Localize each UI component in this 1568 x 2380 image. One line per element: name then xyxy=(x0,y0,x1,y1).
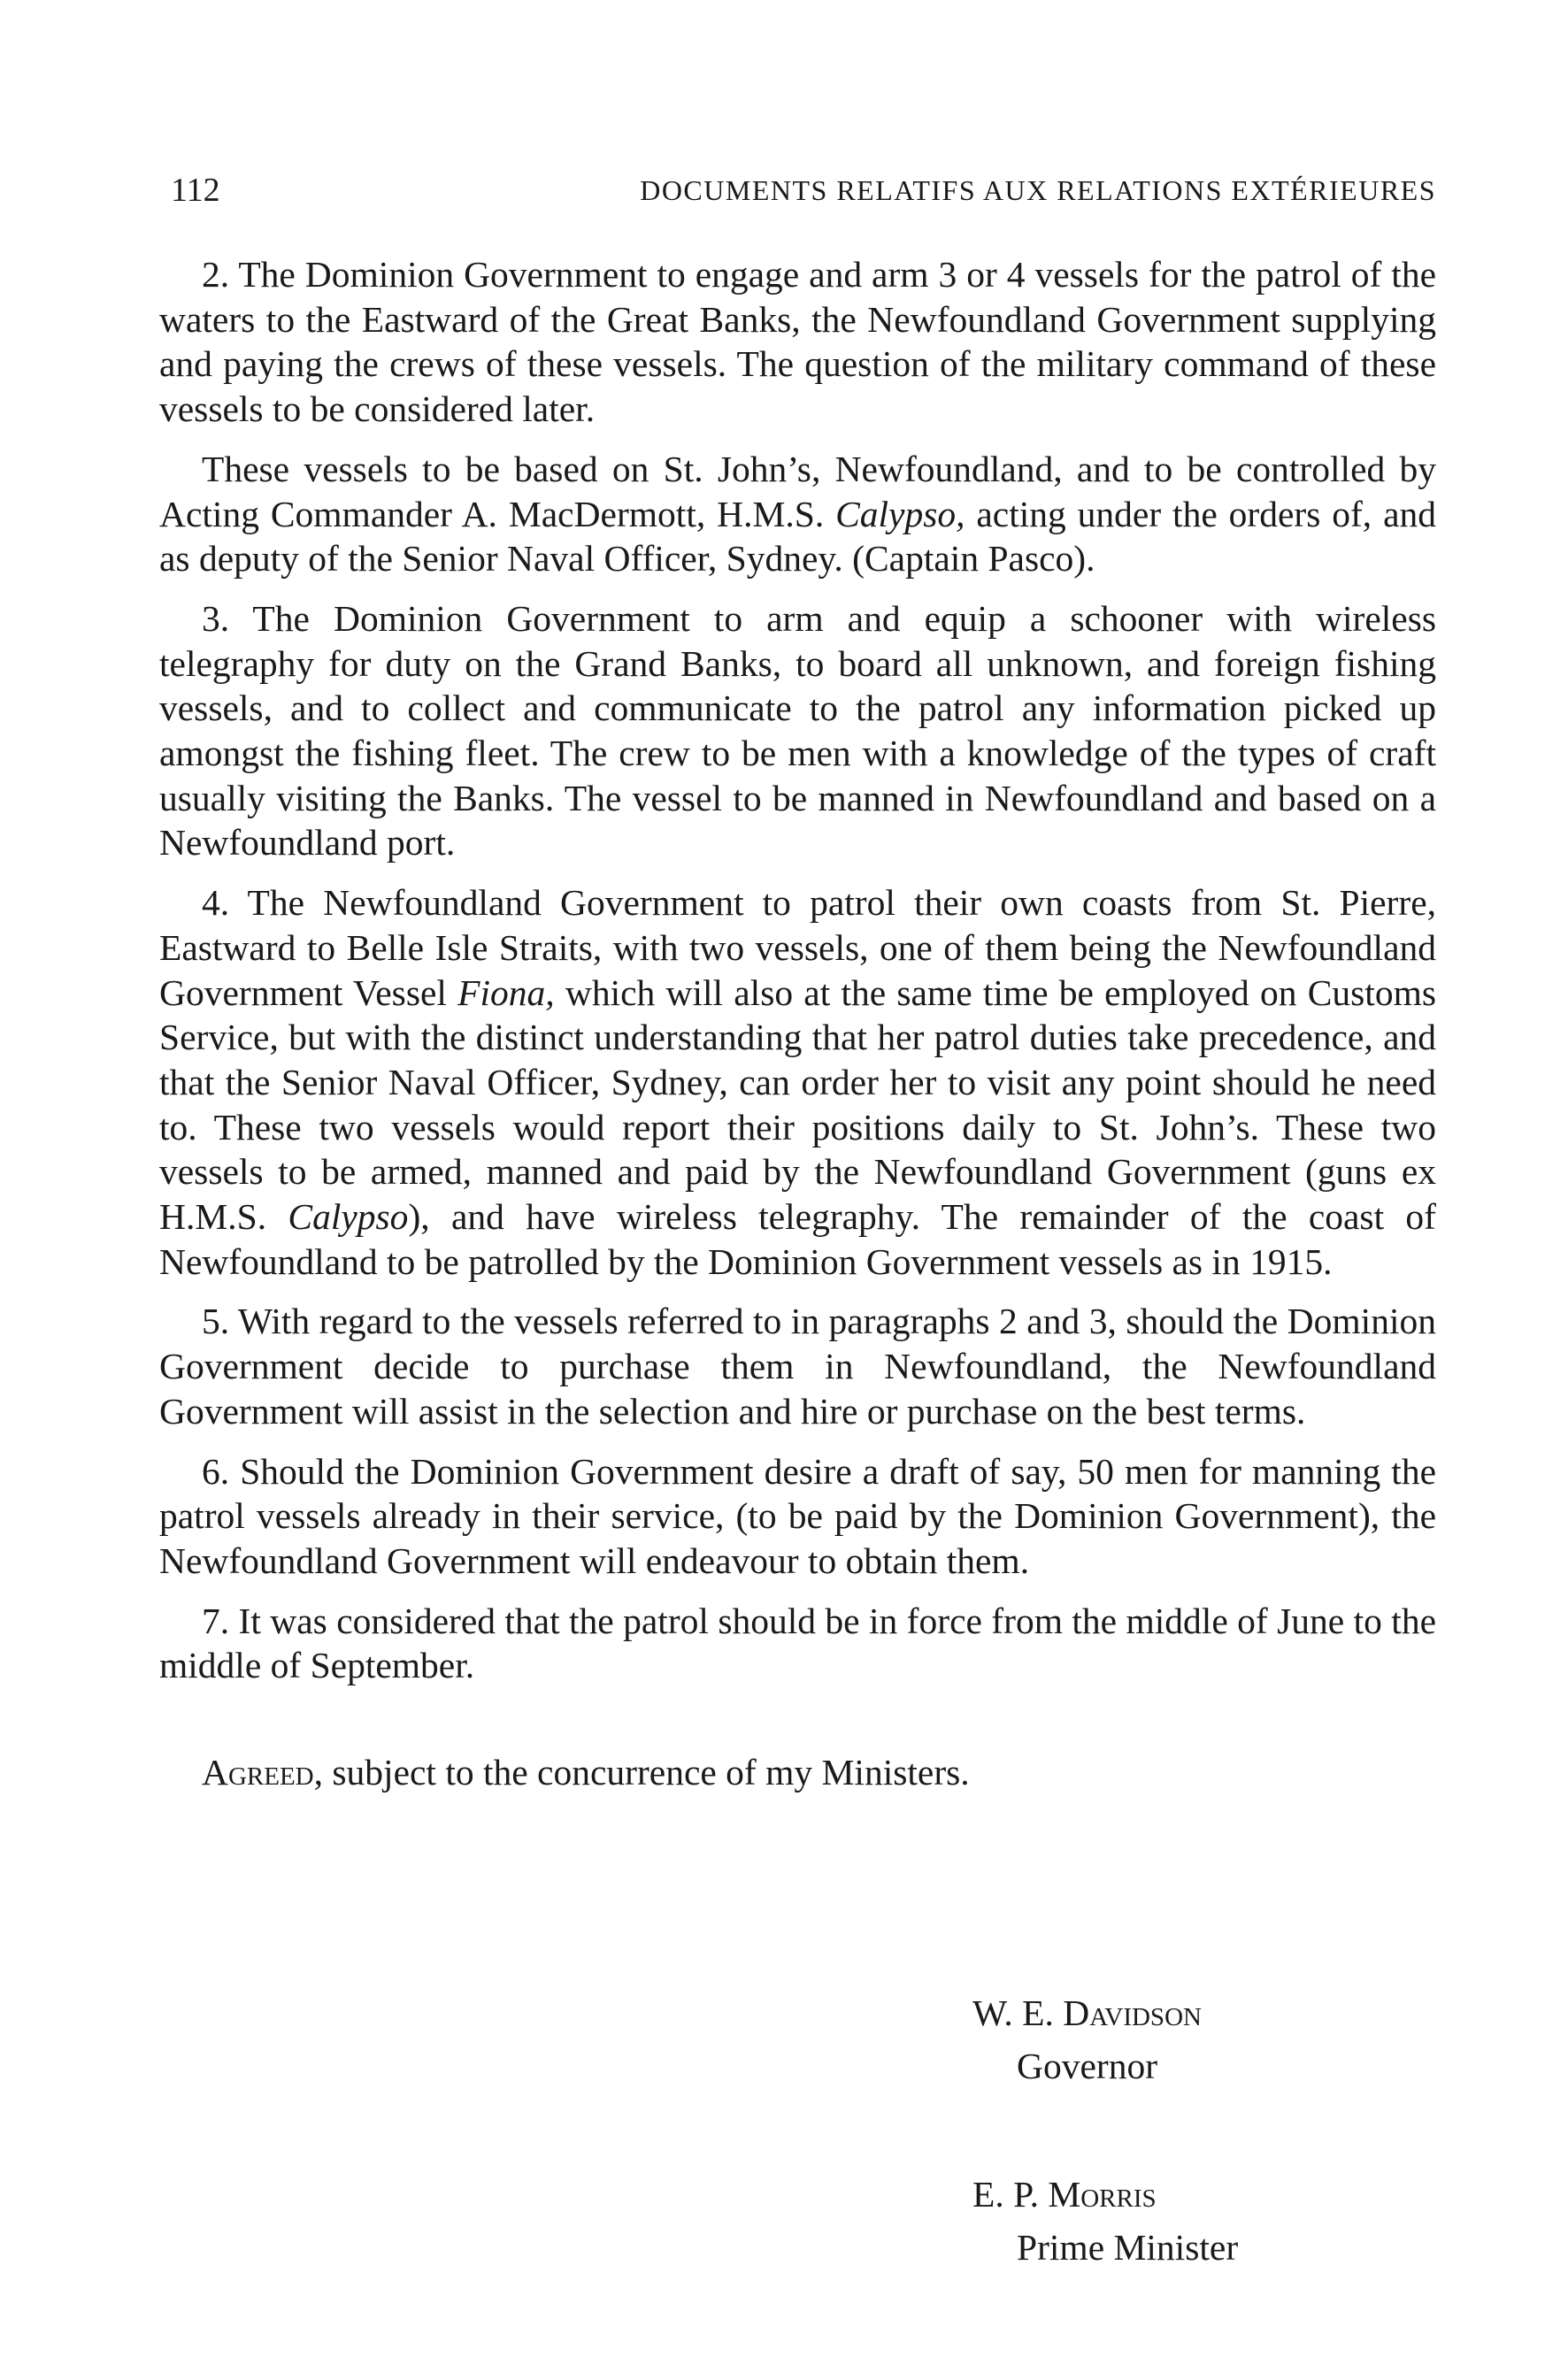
page-number: 112 xyxy=(171,172,220,209)
paragraph-3: 3. The Dominion Government to arm and equip a schooner with wireless telegraphy for duty on the Grand Banks, to board all unknown, and foreign fishing vessels, and to collect and communicate to the patrol any information picked up amongst the fishing fleet. The crew to be men with a knowledge of the types of craft usually visiting the Banks. The vessel to be manned in Newfoundland and based on a Newfoundland port. xyxy=(159,597,1436,864)
signatory-title: Governor xyxy=(1017,2046,1158,2086)
signature-blocks xyxy=(972,1991,1238,2353)
paragraph-7: 7. It was considered that the patrol should be in force from the middle of June to the middle of September. xyxy=(159,1600,1436,1686)
paragraph-2: 2. The Dominion Government to engage and arm 3 or 4 vessels for the patrol of the waters to the Eastward of the Great Banks, the Newfoundland Government supplying and paying the crews of these vessels. The question of the military command of these vessels to be considered later. xyxy=(159,254,1436,430)
ship-name: Calypso, xyxy=(835,493,965,534)
ship-name: Calypso xyxy=(288,1196,409,1238)
ship-name: Fiona, xyxy=(457,971,555,1013)
signature-prime-minister xyxy=(972,2172,1238,2269)
agreed-line: Agreed, subject to the concurrence of my Ministers. xyxy=(202,1752,970,1793)
paragraph-5: 5. With regard to the vessels referred to in paragraphs 2 and 3, should the Dominion Government decide to purchase them in Newfoundland, the Newfoundland Government will assist in the selection and hire or purchase on the best terms. xyxy=(159,1301,1436,1432)
signature-governor xyxy=(972,1991,1238,2088)
signatory-name: W. E. Davidson xyxy=(972,1992,1202,2033)
running-head: DOCUMENTS RELATIFS AUX RELATIONS EXTÉRIEURES xyxy=(640,174,1436,206)
paragraph-6: 6. Should the Dominion Government desire a draft of say, 50 men for manning the patrol vessels already in their service, (to be paid by the Dominion Government), the Newfoundland Government will endeavour to obtain them. xyxy=(159,1450,1436,1581)
signatory-title: Prime Minister xyxy=(1017,2227,1239,2268)
paragraph-4: 4. The Newfoundland Government to patrol their own coasts from St. Pierre, Eastward to Belle Isle Straits, with two vessels, one of them being the Newfoundland Government Vessel Fiona, which will also at the same time be employed on Customs Service, but with the distinct understanding that her patrol duties take precedence, and that the Senior Naval Officer, Sydney, can order her to visit any point should he need to. These two vessels would report their positions daily to St. John’s. These two vessels to be armed, manned and paid by the Newfoundland Government (guns ex H.M.S. Calypso), and have wireless telegraphy. The remainder of the coast of Newfoundland to be patrolled by the Dominion Government vessels as in 1915. xyxy=(159,882,1436,1282)
agreed-lead: Agreed, xyxy=(202,1752,324,1793)
document-body xyxy=(159,252,1436,1795)
page-header xyxy=(171,168,1436,212)
signatory-name: E. P. Morris xyxy=(972,2174,1157,2215)
paragraph-2-continued: These vessels to be based on St. John’s, Newfoundland, and to be controlled by Acting Commander A. MacDermott, H.M.S. Calypso, acting under the orders of, and as deputy of the Senior Naval Officer, Sydney. (Captain Pasco). xyxy=(159,448,1436,580)
